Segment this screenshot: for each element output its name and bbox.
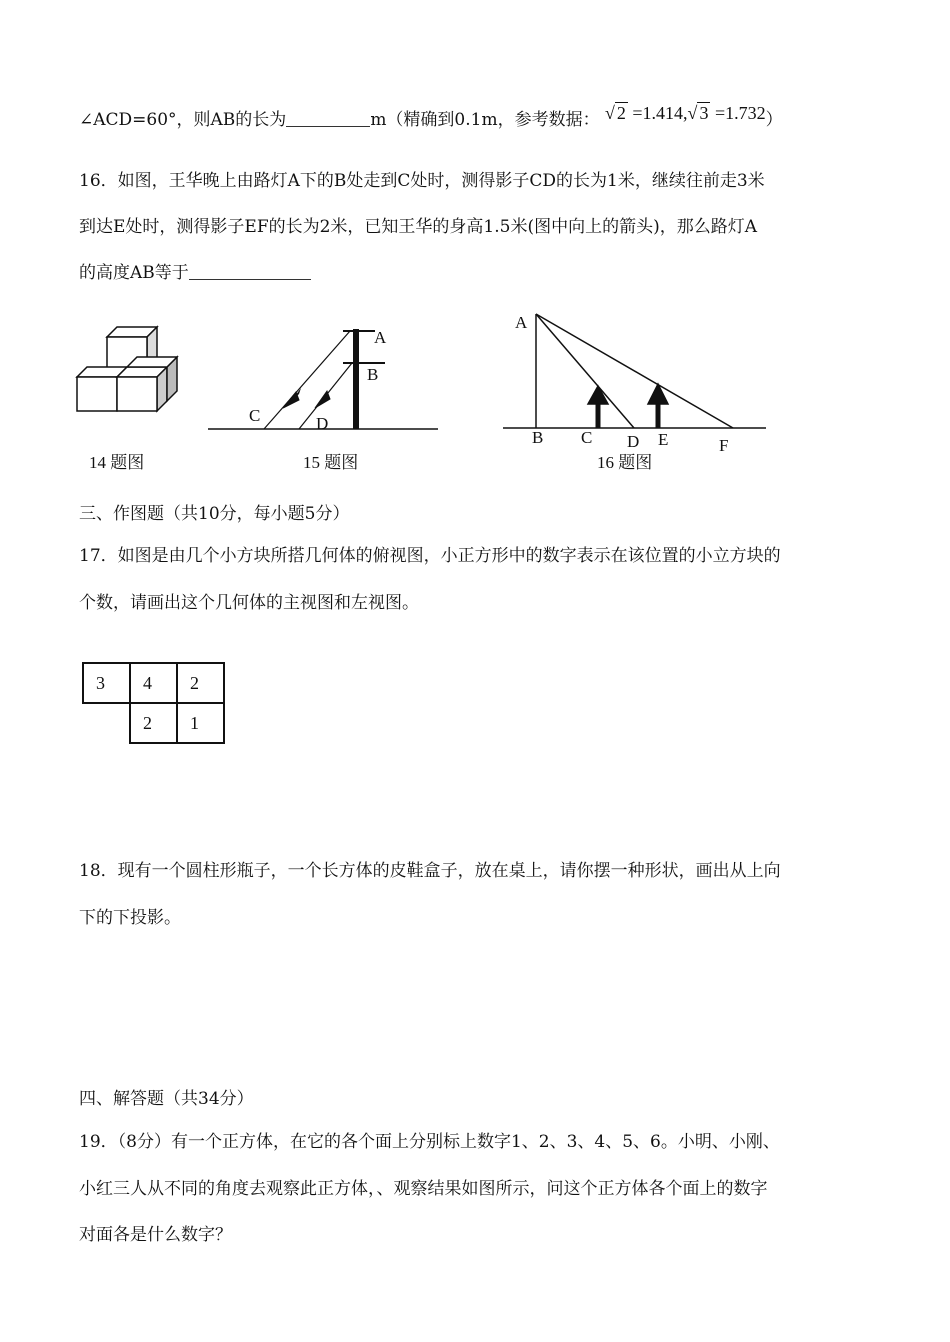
- reference-data-math: √ 2 =1.414,√ 3 =1.732: [605, 103, 766, 123]
- fig16-label-a: A: [515, 313, 528, 332]
- grid-cell: 4: [130, 663, 177, 703]
- section-3-title: 三、作图题（共10分，每小题5分）: [79, 504, 350, 524]
- q19-line-1: 19．（8分）有一个正方体，在它的各个面上分别标上数字1、2、3、4、5、6。小明、小刚、: [79, 1132, 780, 1152]
- grid-row: [83, 663, 224, 703]
- fig16-ray-d: [536, 314, 634, 428]
- sqrt3: √ 3: [687, 103, 709, 123]
- fig16-label-c: C: [581, 428, 593, 447]
- section-4-title: 四、解答题（共34分）: [79, 1089, 254, 1109]
- q18-line-2: 下的下投影。: [79, 908, 181, 928]
- q17-top-view-grid: [82, 662, 225, 744]
- q15-angle-text: ∠ACD=60°，则AB的长为: [79, 110, 287, 130]
- q16-line-3: 的高度AB等于: [79, 262, 311, 284]
- fig16-label-f: F: [719, 436, 729, 455]
- fig15-ray-1: [264, 331, 350, 429]
- fig16-caption: 16 题图: [597, 453, 653, 472]
- fig14-cubes: [77, 327, 177, 411]
- fig16-ray-f: [536, 314, 733, 428]
- fig15-caption: 15 题图: [303, 453, 359, 472]
- fig16-drawing: [503, 314, 766, 428]
- q19-line-2: 小红三人从不同的角度去观察此正方体，、观察结果如图所示，问这个正方体各个面上的数字: [79, 1179, 768, 1199]
- q17-line-2: 个数，请画出这个几何体的主视图和左视图。: [79, 593, 419, 613]
- q16-line-2: 到达E处时，测得影子EF的长为2米，已知王华的身高1.5米(图中向上的箭头)，那么路灯A: [79, 217, 758, 237]
- q18-line-1: 18．现有一个圆柱形瓶子，一个长方体的皮鞋盒子，放在桌上，请你摆一种形状，画出从上向: [79, 861, 781, 881]
- grid-row: [83, 703, 224, 743]
- fig16-label-b: B: [532, 428, 544, 447]
- fig15-label-d: D: [316, 414, 329, 433]
- q16-line-1: 16．如图，王华晚上由路灯A下的B处走到C处时，测得影子CD的长为1米，继续往前走3米: [79, 171, 765, 191]
- grid-cell: 2: [130, 703, 177, 743]
- fig14-caption: 14 题图: [89, 453, 145, 472]
- q19-line-3: 对面各是什么数字？: [79, 1225, 232, 1245]
- fig15-arrowhead-2: [315, 391, 330, 408]
- fig15-label-b: B: [367, 365, 379, 384]
- fig16-label-d: D: [627, 432, 640, 451]
- sqrt2: √ 2: [605, 103, 626, 123]
- q17-line-1: 17．如图是由几个小方块所搭几何体的俯视图，小正方形中的数字表示在该位置的小立方块的: [79, 546, 781, 566]
- grid-cell: 1: [177, 703, 224, 743]
- grid-cell: 2: [177, 663, 224, 703]
- fig15-label-c: C: [249, 406, 261, 425]
- q15-close-paren: ）: [765, 110, 783, 130]
- q15-unit-text: m（精确到0.1m，参考数据：: [370, 110, 600, 130]
- grid-cell: 3: [83, 663, 130, 703]
- fig15-arrowhead-1: [283, 392, 299, 408]
- fig16-label-e: E: [658, 430, 669, 449]
- fig16-arrowhead-e: [648, 384, 668, 404]
- grid-cell-empty: [83, 703, 130, 743]
- fig15-label-a: A: [374, 328, 387, 347]
